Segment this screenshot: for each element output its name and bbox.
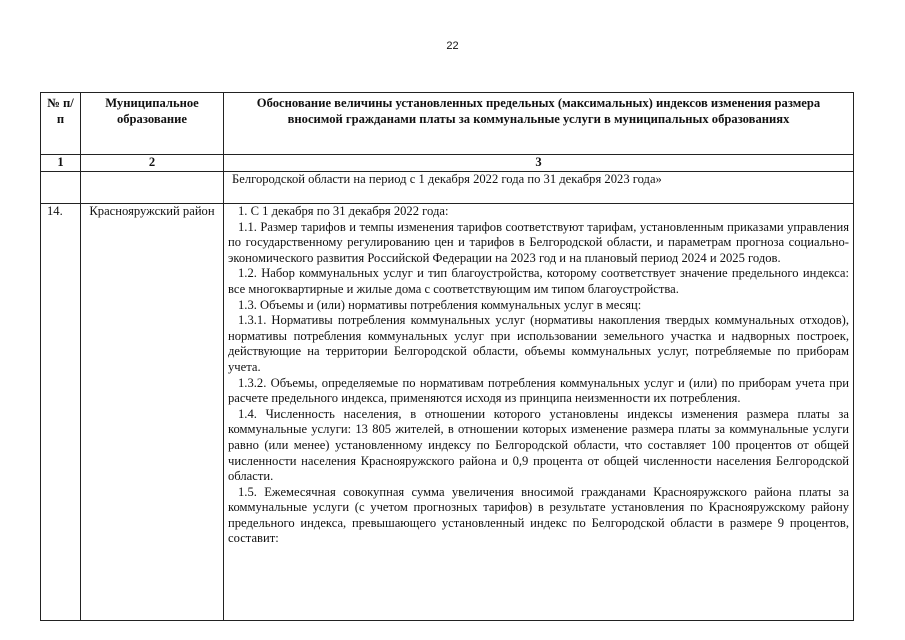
row-number: 14. [41, 204, 81, 621]
empty-cell [81, 172, 224, 204]
page-number: 22 [446, 40, 459, 52]
column-number: 3 [224, 155, 854, 172]
municipality-name: Краснояружский район [81, 204, 224, 621]
continuation-row [41, 172, 854, 204]
paragraph: 1.4. Численность населения, в отношении которого установлены индексы изменения размера платы за коммунальные услуги: 13 805 жителей, в отношении которых изменение размера платы за коммунальные услуги равно (или менее) установленному индексу по Белгородской области, что составляет 100 процентов от общей численности населения Краснояружского района и 0,9 процента от общей численности населения Белгородской области. [228, 406, 849, 484]
paragraph: 1.3. Объемы и (или) нормативы потребления коммунальных услуг в месяц: [238, 297, 642, 312]
empty-cell [41, 172, 81, 204]
paragraph: 1.3.1. Нормативы потребления коммунальных услуг (нормативы накопления твердых коммунальных отходов), нормативы потребления коммунальных услуг при использовании земельного участка и надворных построек, действующие на территории Белгородской области, объемы коммунальных услуг, потребляемые по приборам учета. [228, 313, 849, 374]
justification-table [40, 92, 854, 621]
column-number: 2 [81, 155, 224, 172]
justification-cell [224, 204, 854, 621]
paragraph: 1.3.2. Объемы, определяемые по нормативам потребления коммунальных услуг и (или) по приборам учета при расчете предельного индекса, применяются исходя из принципа неизменности их потребления. [228, 375, 849, 406]
column-numbers-row [41, 155, 854, 172]
paragraph: 1.2. Набор коммунальных услуг и тип благоустройства, которому соответствует значение предельного индекса: все многоквартирные и жилые дома с соответствующим им типом благоустройства. [228, 266, 849, 296]
paragraph: 1.5. Ежемесячная совокупная сумма увеличения вносимой гражданами Краснояружского района платы за коммунальные услуги (с учетом прогнозных тарифов) в результате установления по Краснояружскому району предельного индекса, превышающего установленный индекс по Белгородской области в размере 9 процентов, составит: [228, 484, 849, 546]
table-row [41, 204, 854, 621]
continuation-text: Белгородской области на период с 1 декабря 2022 года по 31 декабря 2023 года» [224, 172, 854, 204]
header-justification: Обоснование величины установленных предельных (максимальных) индексов изменения размера вносимой гражданами платы за коммунальные услуги в муниципальных образованиях [224, 93, 854, 155]
table-header-row [41, 93, 854, 155]
paragraph: 1. С 1 декабря по 31 декабря 2022 года: [238, 204, 449, 218]
paragraph: 1.1. Размер тарифов и темпы изменения тарифов соответствуют тарифам, установленным приказами управления по государственному регулированию цен и тарифов в Белгородской области, и параметрам прогноза социально-экономического развития Российской Федерации на 2023 год и на плановый период 2024 и 2025 годов. [228, 219, 849, 265]
header-municipality: Муниципальное образование [81, 93, 224, 155]
column-number: 1 [41, 155, 81, 172]
header-num: № п/п [41, 93, 81, 155]
